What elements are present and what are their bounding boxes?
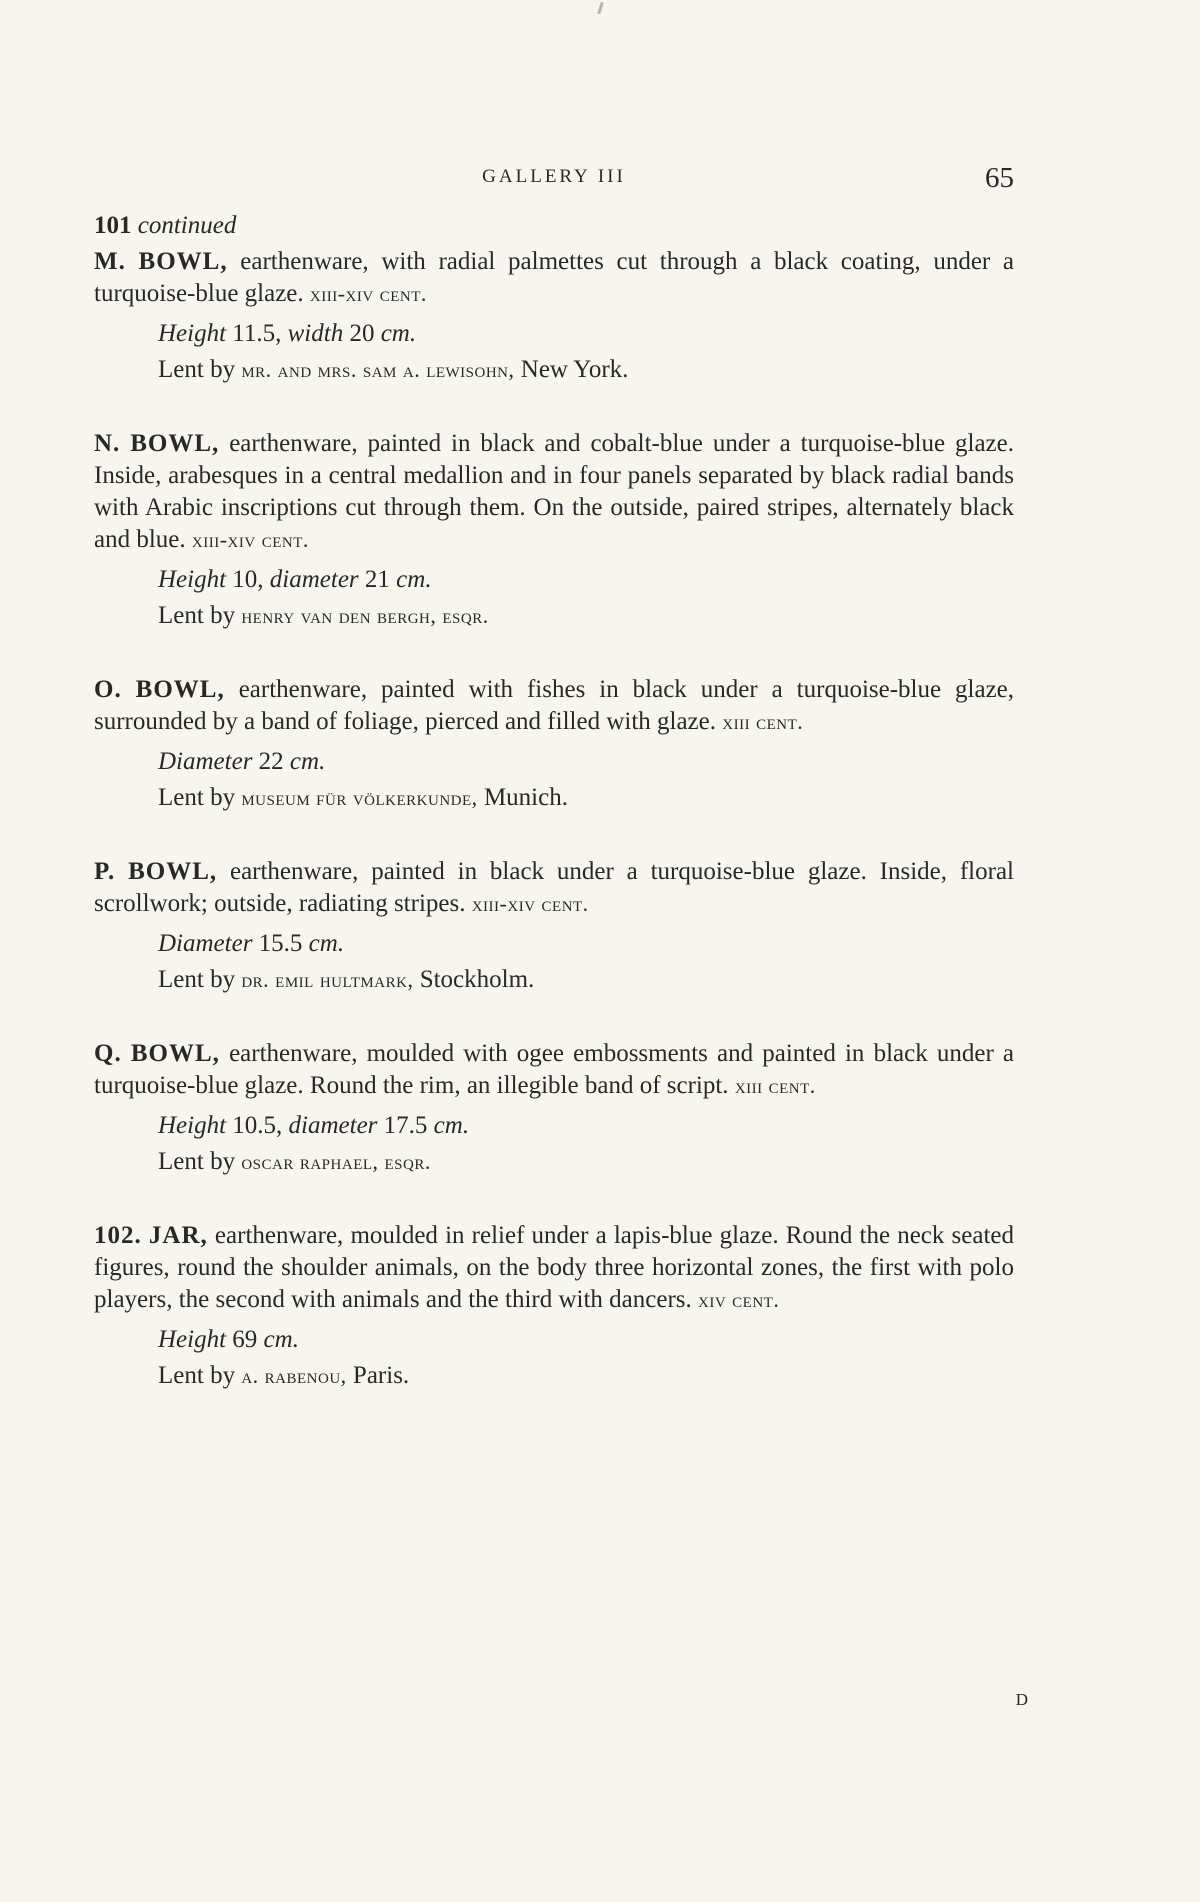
dim-unit: cm.: [263, 1326, 299, 1353]
dim-value: 17.5: [383, 1112, 428, 1139]
entry-century: xiii-xiv cent.: [309, 281, 427, 306]
dim-label: diameter: [288, 1112, 378, 1139]
dim-label: Diameter: [158, 748, 253, 775]
continuation-heading: [94, 210, 1014, 242]
entry-dimensions: [158, 746, 1014, 778]
dim-value: 21: [364, 566, 390, 593]
lender-name: dr. emil hultmark,: [241, 967, 414, 992]
entry-description: [94, 246, 1014, 310]
dim-value: 22: [258, 748, 284, 775]
dim-label: Height: [158, 320, 227, 347]
catalogue-entry-p: [94, 856, 1014, 996]
lent-by-prefix: Lent by: [158, 356, 236, 383]
lent-by-prefix: Lent by: [158, 602, 236, 629]
lender-name: museum für völkerkunde,: [241, 785, 478, 810]
entry-text: earthenware, painted in black and cobalt-blue under a turquoise-blue glaze. Inside, arabesques in a central medallion and in four panels separated by black radial bands with Arabic inscriptions cut through them. On the outside, paired stripes, alternately black and blue.: [94, 430, 1014, 553]
entry-letter: M.: [94, 248, 126, 275]
entry-description: [94, 1038, 1014, 1102]
entry-text: earthenware, painted with fishes in black under a turquoise-blue glaze, surrounded by a band of foliage, pierced and filled with glaze.: [94, 676, 1015, 735]
entry-text: earthenware, painted in black under a turquoise-blue glaze. Inside, floral scrollwork; outside, radiating stripes.: [94, 858, 1014, 917]
entry-lender: [158, 782, 1014, 814]
entry-century: xiv cent.: [698, 1287, 780, 1312]
entry-title: BOWL,: [128, 858, 218, 885]
lender-name: mr. and mrs. sam a. lewisohn,: [241, 357, 515, 382]
entry-letter: 102.: [94, 1222, 142, 1249]
entry-lender: [158, 1146, 1014, 1178]
catalogue-entry-n: [94, 428, 1014, 632]
entry-dimensions: [158, 928, 1014, 960]
entry-dimensions: [158, 318, 1014, 350]
lender-place: Paris.: [352, 1362, 410, 1389]
dim-label: Height: [158, 566, 227, 593]
entry-title: JAR,: [148, 1222, 208, 1249]
lender-name: a. rabenou,: [241, 1363, 347, 1388]
entry-description: [94, 428, 1014, 556]
lender-name: henry van den bergh, esqr.: [241, 603, 489, 628]
entry-title: BOWL,: [130, 1040, 220, 1067]
entry-century: xiii cent.: [722, 709, 804, 734]
entry-letter: N.: [94, 430, 121, 457]
catalogue-entry-o: [94, 674, 1014, 814]
lender-place: Stockholm.: [419, 966, 535, 993]
entry-dimensions: [158, 564, 1014, 596]
dim-value: 20: [349, 320, 375, 347]
entry-century: xiii cent.: [734, 1073, 816, 1098]
entry-title: BOWL,: [130, 430, 220, 457]
lender-place: New York.: [520, 356, 629, 383]
entry-letter: Q.: [94, 1040, 122, 1067]
page-number: 65: [985, 162, 1014, 194]
dim-value: 15.5: [258, 930, 303, 957]
entry-text: earthenware, moulded with ogee embossments and painted in black under a turquoise-blue glaze. Round the rim, an illegible band of script.: [94, 1040, 1015, 1099]
entry-dimensions: [158, 1110, 1014, 1142]
dim-value: 69: [232, 1326, 258, 1353]
entry-century: xiii-xiv cent.: [191, 527, 309, 552]
dim-unit: cm.: [433, 1112, 470, 1139]
entry-title: BOWL,: [138, 248, 228, 275]
lent-by-prefix: Lent by: [158, 966, 236, 993]
dim-value: 10.5,: [232, 1112, 283, 1139]
lent-by-prefix: Lent by: [158, 784, 236, 811]
page-speck: [597, 2, 604, 14]
dim-label: Height: [158, 1112, 227, 1139]
entry-dimensions: [158, 1324, 1014, 1356]
catalogue-entry-102: [94, 1220, 1014, 1392]
entry-description: [94, 1220, 1014, 1316]
dim-unit: cm.: [396, 566, 432, 593]
entry-lender: [158, 354, 1014, 386]
dim-value: 10,: [232, 566, 264, 593]
lender-name: oscar raphael, esqr.: [241, 1149, 431, 1174]
entry-description: [94, 856, 1014, 920]
running-title: GALLERY III: [482, 166, 626, 187]
page-header: [94, 162, 1014, 202]
entry-lender: [158, 1360, 1014, 1392]
entry-description: [94, 674, 1014, 738]
signature-mark: D: [1015, 1690, 1028, 1709]
dim-label: Height: [158, 1326, 227, 1353]
catalogue-content: [94, 210, 1014, 1434]
dim-label: Diameter: [158, 930, 253, 957]
continuation-word: continued: [137, 212, 237, 239]
entry-text: earthenware, moulded in relief under a lapis-blue glaze. Round the neck seated figures, round the shoulder animals, on the body three horizontal zones, the first with polo players, the second with animals and the third with dancers.: [94, 1222, 1015, 1313]
entry-century: xiii-xiv cent.: [471, 891, 589, 916]
catalogue-entry-q: [94, 1038, 1014, 1178]
entry-letter: P.: [94, 858, 116, 885]
dim-label: diameter: [269, 566, 359, 593]
entry-lender: [158, 964, 1014, 996]
dim-unit: cm.: [308, 930, 345, 957]
dim-value: 11.5,: [232, 320, 282, 347]
dim-label: width: [287, 320, 344, 347]
catalogue-entry-m: [94, 246, 1014, 386]
lent-by-prefix: Lent by: [158, 1362, 236, 1389]
entry-text: earthenware, with radial palmettes cut through a black coating, under a turquoise-blue glaze.: [94, 248, 1015, 307]
entry-letter: O.: [94, 676, 122, 703]
dim-unit: cm.: [380, 320, 417, 347]
lender-place: Munich.: [483, 784, 568, 811]
lent-by-prefix: Lent by: [158, 1148, 236, 1175]
dim-unit: cm.: [289, 748, 326, 775]
entry-title: BOWL,: [135, 676, 225, 703]
entry-lender: [158, 600, 1014, 632]
continuation-number: 101: [94, 212, 132, 239]
